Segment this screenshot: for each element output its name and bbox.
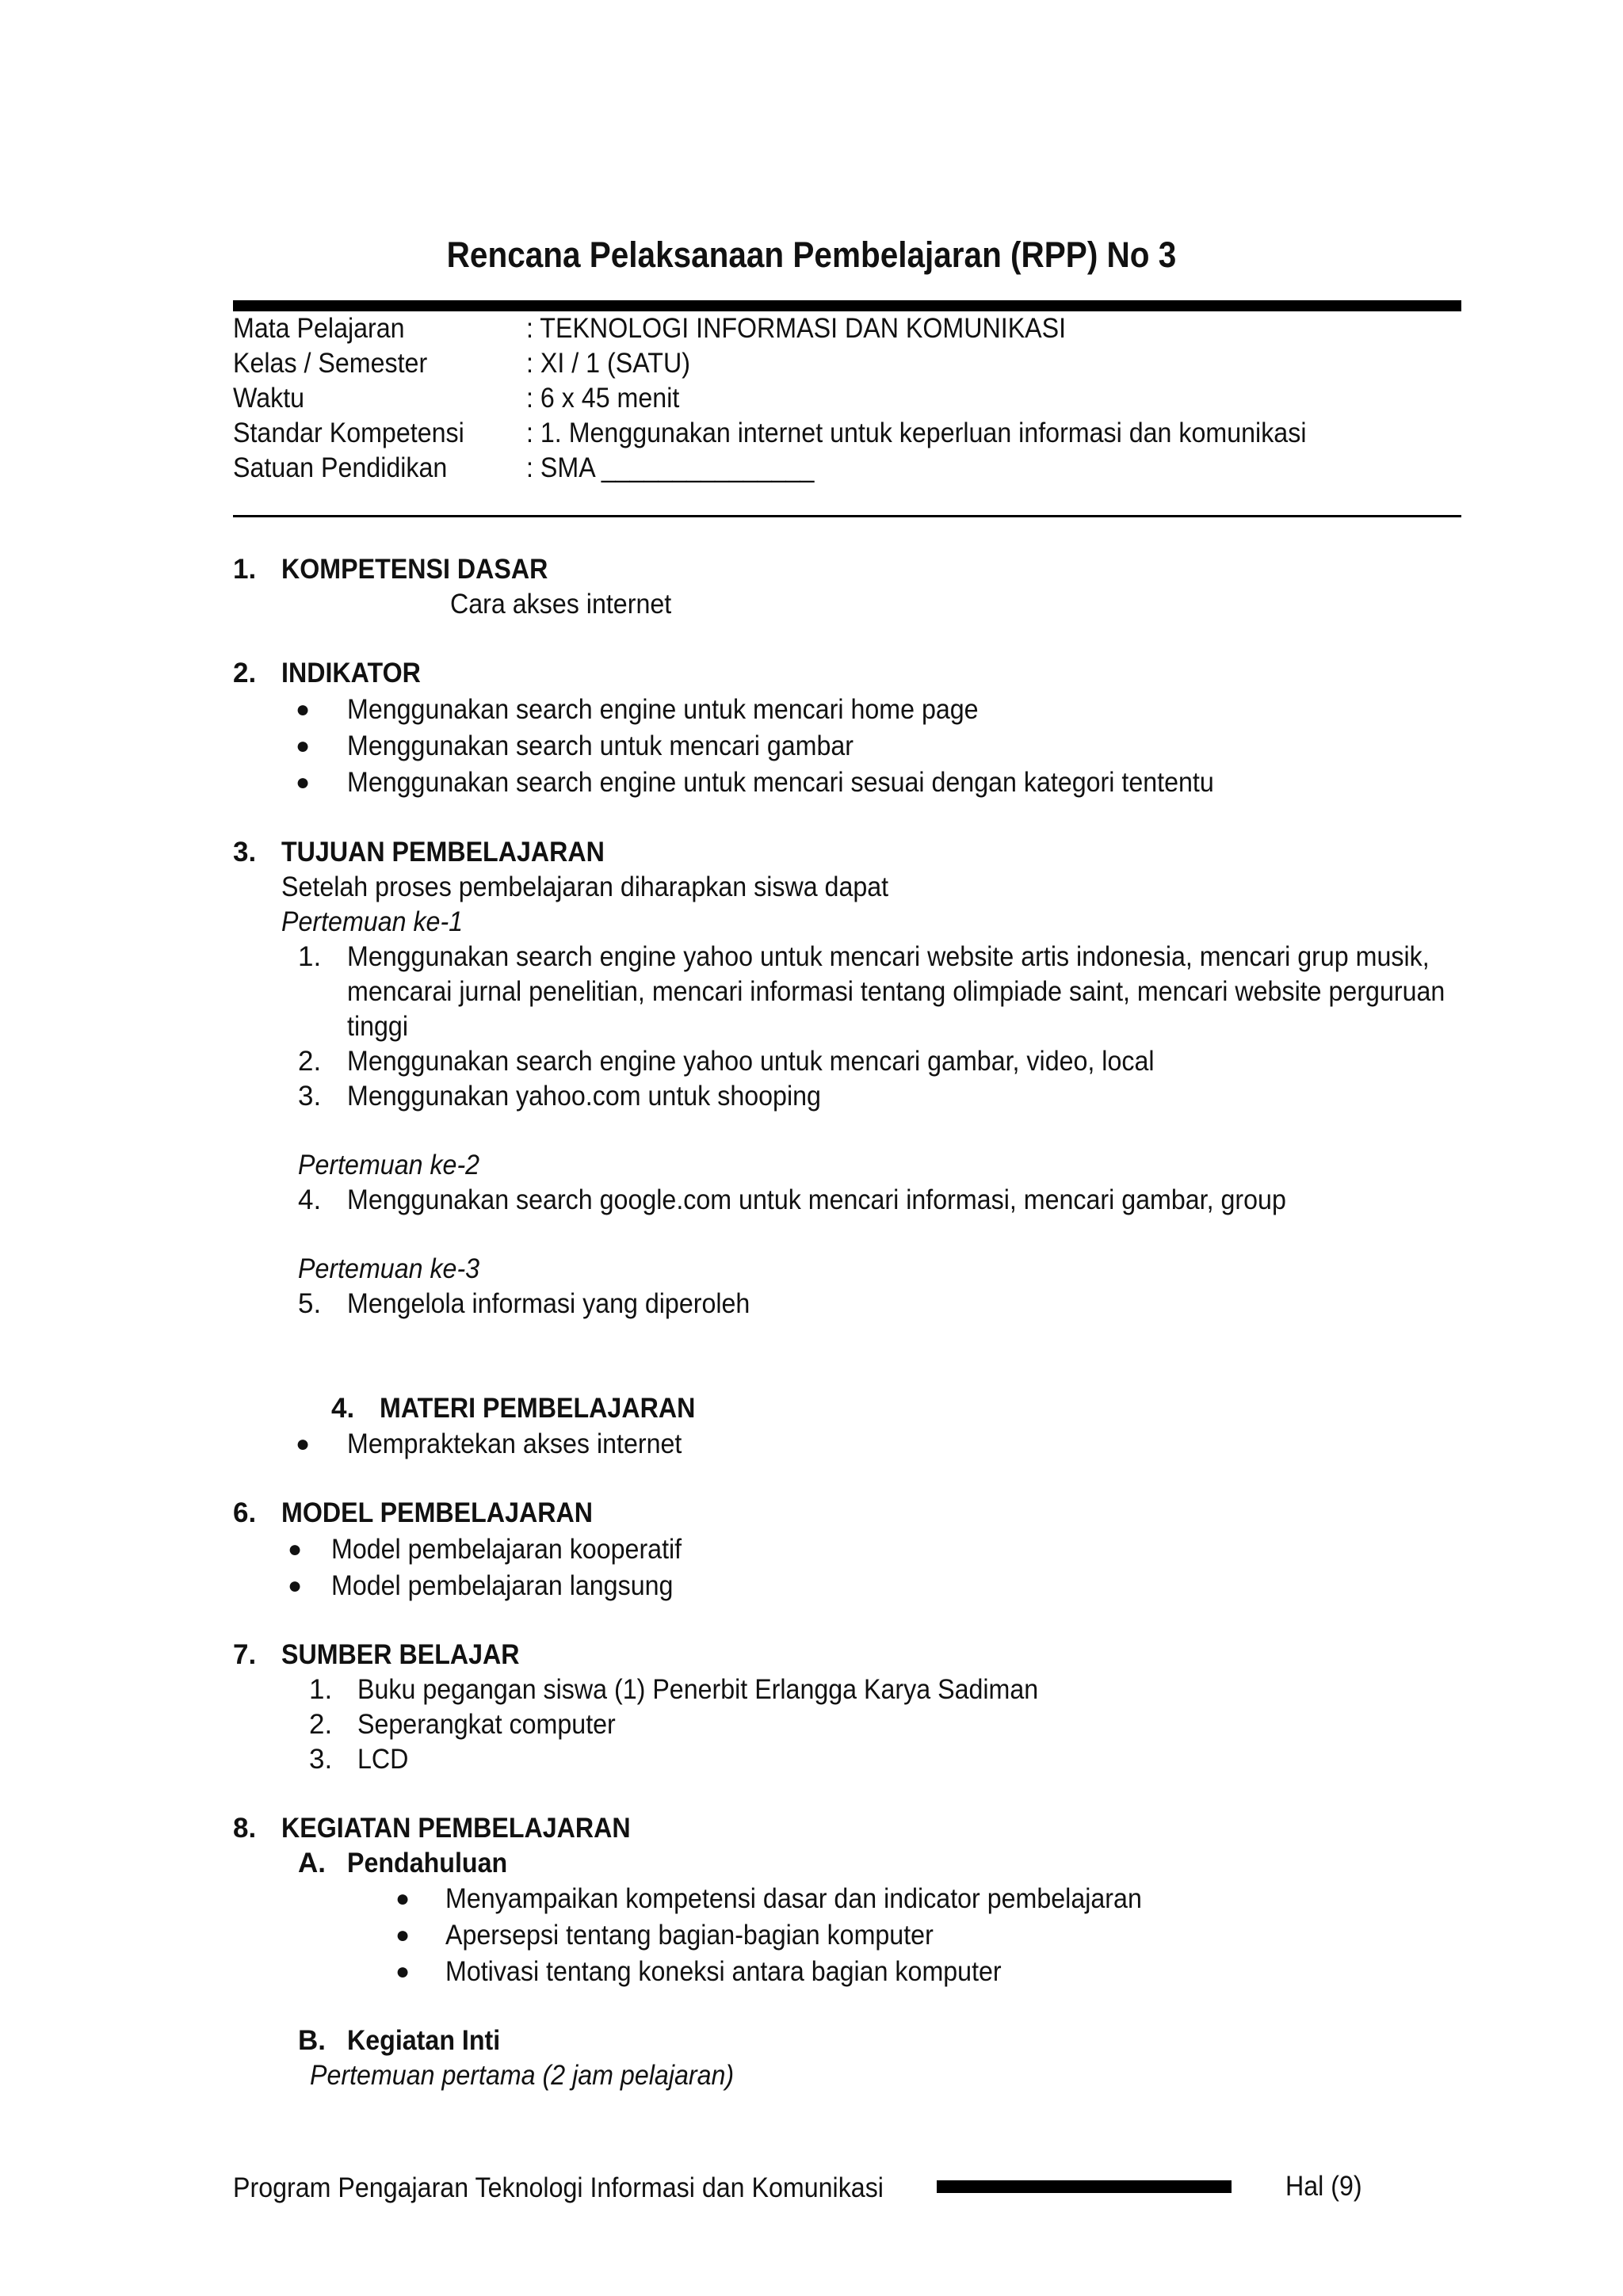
page-number: Hal (9) — [1285, 2171, 1362, 2202]
bullet-icon: ● — [296, 696, 311, 723]
header-label: Kelas / Semester — [233, 348, 428, 379]
page-title: Rencana Pelaksanaan Pembelajaran (RPP) No 3 — [446, 235, 1177, 275]
list-item: Menggunakan search engine yahoo untuk mencari gambar, video, local — [347, 1046, 1155, 1077]
subsection-letter: B. — [298, 2025, 326, 2056]
list-item: Menggunakan search engine untuk mencari home page — [347, 694, 979, 725]
header-row — [233, 346, 1461, 381]
list-item: Motivasi tentang koneksi antara bagian komputer — [445, 1956, 1002, 1987]
bullet-icon: ● — [296, 1431, 311, 1457]
section-text: Cara akses internet — [450, 589, 672, 620]
section-heading: TUJUAN PEMBELAJARAN — [281, 837, 605, 868]
list-item: Apersepsi tentang bagian-bagian komputer — [445, 1920, 934, 1951]
section-heading: MATERI PEMBELAJARAN — [380, 1393, 696, 1424]
list-item: Seperangkat computer — [357, 1709, 616, 1740]
header-value: : TEKNOLOGI INFORMASI DAN KOMUNIKASI — [526, 313, 1067, 344]
header-row — [233, 416, 1461, 451]
item-number: 4. — [298, 1184, 322, 1215]
subsection-heading: Kegiatan Inti — [347, 2025, 501, 2056]
list-item: Model pembelajaran kooperatif — [331, 1534, 682, 1565]
header-value: : XI / 1 (SATU) — [526, 348, 690, 379]
bullet-icon: ● — [296, 733, 311, 759]
header-label: Mata Pelajaran — [233, 313, 405, 344]
list-item: Menggunakan search google.com untuk mencari informasi, mencari gambar, group — [347, 1184, 1286, 1215]
list-item: Mempraktekan akses internet — [347, 1428, 682, 1459]
header-value: : SMA _______________ — [526, 452, 815, 483]
bullet-icon: ● — [288, 1536, 303, 1562]
header-row — [233, 381, 1461, 416]
header-row — [233, 311, 1461, 346]
section-number: 7. — [233, 1639, 257, 1670]
section-heading: INDIKATOR — [281, 658, 421, 688]
list-item: Menggunakan yahoo.com untuk shooping — [347, 1081, 821, 1112]
header-row — [233, 451, 1461, 486]
header-rule-thin — [233, 515, 1461, 517]
list-item: Mengelola informasi yang diperoleh — [347, 1288, 750, 1319]
bullet-icon: ● — [296, 769, 311, 795]
bullet-icon: ● — [395, 1958, 411, 1985]
footer-text: Program Pengajaran Teknologi Informasi dan Komunikasi — [233, 2172, 884, 2203]
section-number: 2. — [233, 658, 257, 688]
item-number: 1. — [298, 941, 322, 972]
list-item: Menggunakan search untuk mencari gambar — [347, 730, 854, 761]
section-number: 4. — [331, 1393, 355, 1424]
header-info — [233, 311, 1461, 486]
section-heading: KOMPETENSI DASAR — [281, 554, 548, 585]
header-value: : 6 x 45 menit — [526, 383, 680, 414]
item-number: 2. — [309, 1709, 333, 1740]
meeting-label: Pertemuan pertama (2 jam pelajaran) — [310, 2060, 735, 2091]
header-rule-thick — [233, 300, 1461, 311]
section-heading: KEGIATAN PEMBELAJARAN — [281, 1813, 631, 1844]
bullet-icon: ● — [288, 1573, 303, 1599]
header-value: : 1. Menggunakan internet untuk keperluan informasi dan komunikasi — [526, 418, 1307, 448]
header-label: Satuan Pendidikan — [233, 452, 448, 483]
section-heading: MODEL PEMBELAJARAN — [281, 1497, 593, 1528]
meeting-label: Pertemuan ke-3 — [298, 1253, 480, 1284]
bullet-icon: ● — [395, 1886, 411, 1912]
subsection-letter: A. — [298, 1848, 326, 1878]
list-item: Menggunakan search engine untuk mencari sesuai dengan kategori tententu — [347, 767, 1214, 798]
header-label: Standar Kompetensi — [233, 418, 464, 448]
list-item-continued: mencarai jurnal penelitian, mencari informasi tentang olimpiade saint, mencari website perguruan — [347, 976, 1445, 1007]
list-item: Buku pegangan siswa (1) Penerbit Erlangga Karya Sadiman — [357, 1674, 1039, 1705]
item-number: 2. — [298, 1046, 322, 1077]
section-intro: Setelah proses pembelajaran diharapkan siswa dapat — [281, 871, 889, 902]
list-item: LCD — [357, 1744, 409, 1775]
meeting-label: Pertemuan ke-1 — [281, 906, 464, 937]
item-number: 3. — [298, 1081, 322, 1112]
bullet-icon: ● — [395, 1922, 411, 1948]
item-number: 3. — [309, 1744, 333, 1775]
item-number: 1. — [309, 1674, 333, 1705]
footer-bar — [937, 2180, 1232, 2193]
list-item: Menggunakan search engine yahoo untuk mencari website artis indonesia, mencari grup musik, — [347, 941, 1430, 972]
section-number: 1. — [233, 554, 257, 585]
list-item-continued: tinggi — [347, 1011, 408, 1042]
meeting-label: Pertemuan ke-2 — [298, 1150, 480, 1180]
section-number: 6. — [233, 1497, 257, 1528]
section-number: 3. — [233, 837, 257, 868]
list-item: Model pembelajaran langsung — [331, 1570, 674, 1601]
list-item: Menyampaikan kompetensi dasar dan indicator pembelajaran — [445, 1883, 1142, 1914]
section-number: 8. — [233, 1813, 257, 1844]
header-label: Waktu — [233, 383, 305, 414]
item-number: 5. — [298, 1288, 322, 1319]
section-heading: SUMBER BELAJAR — [281, 1639, 520, 1670]
subsection-heading: Pendahuluan — [347, 1848, 508, 1878]
